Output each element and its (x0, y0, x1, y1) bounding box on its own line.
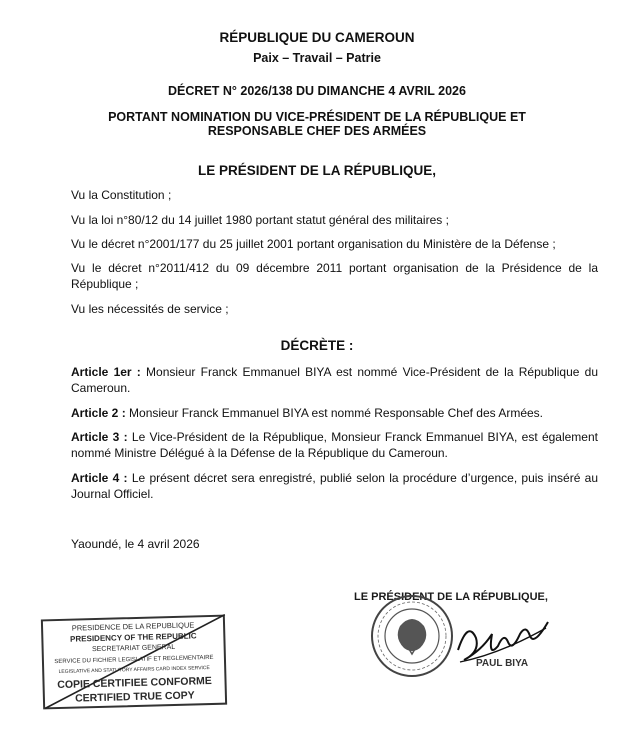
article-4-text: Le présent décret sera enregistré, publié selon la procédure d’urgence, puis inséré au (131, 471, 599, 485)
presidential-seal-signature (350, 586, 586, 696)
article-3-line-1 (71, 429, 598, 445)
consideration-decree-2011-412-line-2: République ; (71, 277, 139, 291)
consideration-decree-2001-177: Vu le décret n°2001/177 du 25 juillet 2001 portant organisation du Ministère de la Défense ; (71, 237, 556, 251)
place-and-date: Yaoundé, le 4 avril 2026 (71, 537, 200, 551)
consideration-decree-2011-412-line-1: Vu le décret n°2011/412 du 09 décembre 2011 portant organisation de la Présidence de la (71, 261, 598, 275)
article-1-text: Monsieur Franck Emmanuel BIYA est nommé Vice-Président de la République du (146, 365, 599, 379)
decree-subject-line-1: PORTANT NOMINATION DU VICE-PRÉSIDENT DE LA RÉPUBLIQUE ET (108, 110, 526, 124)
article-3-line-2: nommé Ministre Délégué à la Défense de la République du Cameroun. (71, 446, 448, 460)
signature-title: LE PRÉSIDENT DE LA RÉPUBLIQUE, (354, 591, 548, 603)
article-3-text: Le Vice-Président de la République, Monsieur Franck Emmanuel BIYA, est également (131, 430, 598, 444)
president-heading: LE PRÉSIDENT DE LA RÉPUBLIQUE, (197, 163, 437, 178)
stamp-line-3: SECRETARIAT GENERAL (91, 643, 176, 654)
consideration-law-80-12: Vu la loi n°80/12 du 14 juillet 1980 portant statut général des militaires ; (71, 213, 449, 227)
consideration-service-needs: Vu les nécessités de service ; (71, 302, 229, 316)
certified-copy-stamp (40, 614, 230, 710)
article-1-line-1 (71, 364, 598, 380)
presidential-seal-icon (372, 596, 452, 676)
article-3-label: Article 3 : (71, 430, 128, 444)
stamp-line-5: LEGISLATIVE AND STATUTORY AFFAIRS CARD INDEX SERVICE (58, 665, 210, 676)
stamp-line-7: CERTIFIED TRUE COPY (74, 689, 195, 705)
article-4-line-2: Journal Officiel. (71, 487, 154, 501)
stamp-line-6: COPIE CERTIFIEE CONFORME (57, 674, 212, 692)
article-2 (71, 405, 543, 421)
article-4-label: Article 4 : (71, 471, 128, 485)
article-1-line-2: Cameroun. (71, 381, 131, 395)
article-1-label: Article 1er : (71, 365, 141, 379)
article-2-text: Monsieur Franck Emmanuel BIYA est nommé Responsable Chef des Armées. (129, 406, 543, 420)
signatory-name: PAUL BIYA (476, 658, 529, 669)
stamp-line-2: PRESIDENCY OF THE REPUBLIC (69, 631, 197, 644)
handwritten-signature (458, 622, 548, 662)
article-2-label: Article 2 : (71, 406, 126, 420)
decree-number: DÉCRET N° 2026/138 DU DIMANCHE 4 AVRIL 2026 (168, 84, 466, 98)
stamp-line-4: SERVICE DU FICHIER LEGISLATIF ET REGLEMENTAIRE (54, 654, 214, 666)
decree-subject-line-2: RESPONSABLE CHEF DES ARMÉES (207, 124, 427, 138)
country-name: RÉPUBLIQUE DU CAMEROUN (219, 30, 415, 45)
stamp-line-1: PRESIDENCE DE LA REPUBLIQUE (71, 620, 195, 633)
decrees-heading: DÉCRÈTE : (280, 338, 354, 353)
consideration-constitution: Vu la Constitution ; (71, 188, 172, 202)
national-motto: Paix – Travail – Patrie (253, 51, 381, 65)
article-4-line-1 (71, 470, 598, 486)
